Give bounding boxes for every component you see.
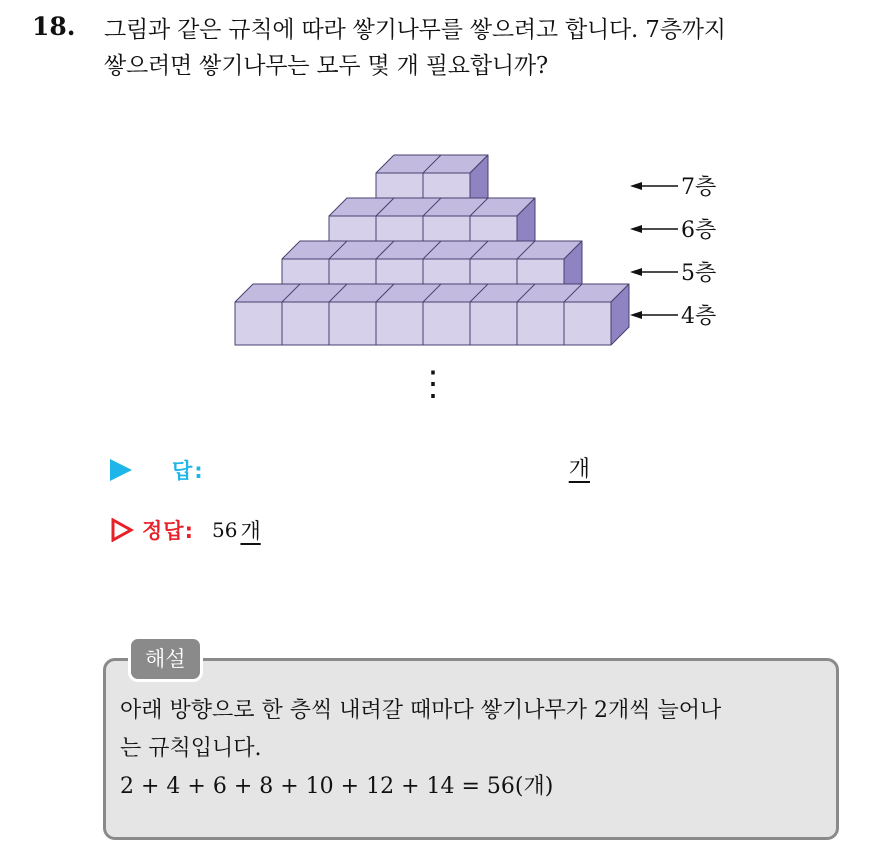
block-front [329,302,376,345]
correct-answer-value: 56 [211,518,238,542]
triangle-outline-icon [110,518,134,542]
correct-answer-label: 정답: [142,519,194,543]
arrow-left-icon [630,182,678,190]
floor-label: 7층 [681,175,717,200]
floor-labels [630,175,716,329]
block-front [423,302,470,345]
block-stack [235,155,629,345]
block-row [235,284,629,345]
block-front [470,302,517,345]
floor-label: 5층 [681,261,717,286]
continuation-dots: ⋮ [416,364,450,404]
triangle-bullet-icon [110,459,132,481]
question-line-2: 쌓으려면 쌓기나무는 모두 몇 개 필요합니까? [104,53,549,79]
correct-answer-unit: 개 [240,519,261,543]
question-number: 18. [32,12,76,41]
answer-row [110,452,590,488]
arrow-left-icon [630,311,678,319]
answer-label: 답: [172,459,205,483]
block-front [235,302,282,345]
block-stack-figure [0,0,884,420]
answer-unit: 개 [568,457,590,482]
floor-label: 4층 [681,304,717,329]
arrow-left-icon [630,268,678,276]
solution-line-2: 는 규칙입니다. [120,736,262,761]
block-front [517,302,564,345]
solution-tab: 해설 [128,636,203,682]
answer-blank[interactable] [450,452,590,488]
arrow-left-icon [630,225,678,233]
block-front [282,302,329,345]
question-line-1: 그림과 같은 규칙에 따라 쌓기나무를 쌓으려고 합니다. 7층까지 [104,17,726,43]
block-front [376,302,423,345]
solution-line-1: 아래 방향으로 한 층씩 내려갈 때마다 쌓기나무가 2개씩 늘어나 [120,698,722,723]
block-front [564,302,611,345]
correct-answer-row [110,512,261,548]
floor-label: 6층 [681,218,717,243]
solution-equation: 2 + 4 + 6 + 8 + 10 + 12 + 14 = 56(개) [120,774,554,799]
solution-text [120,692,836,806]
